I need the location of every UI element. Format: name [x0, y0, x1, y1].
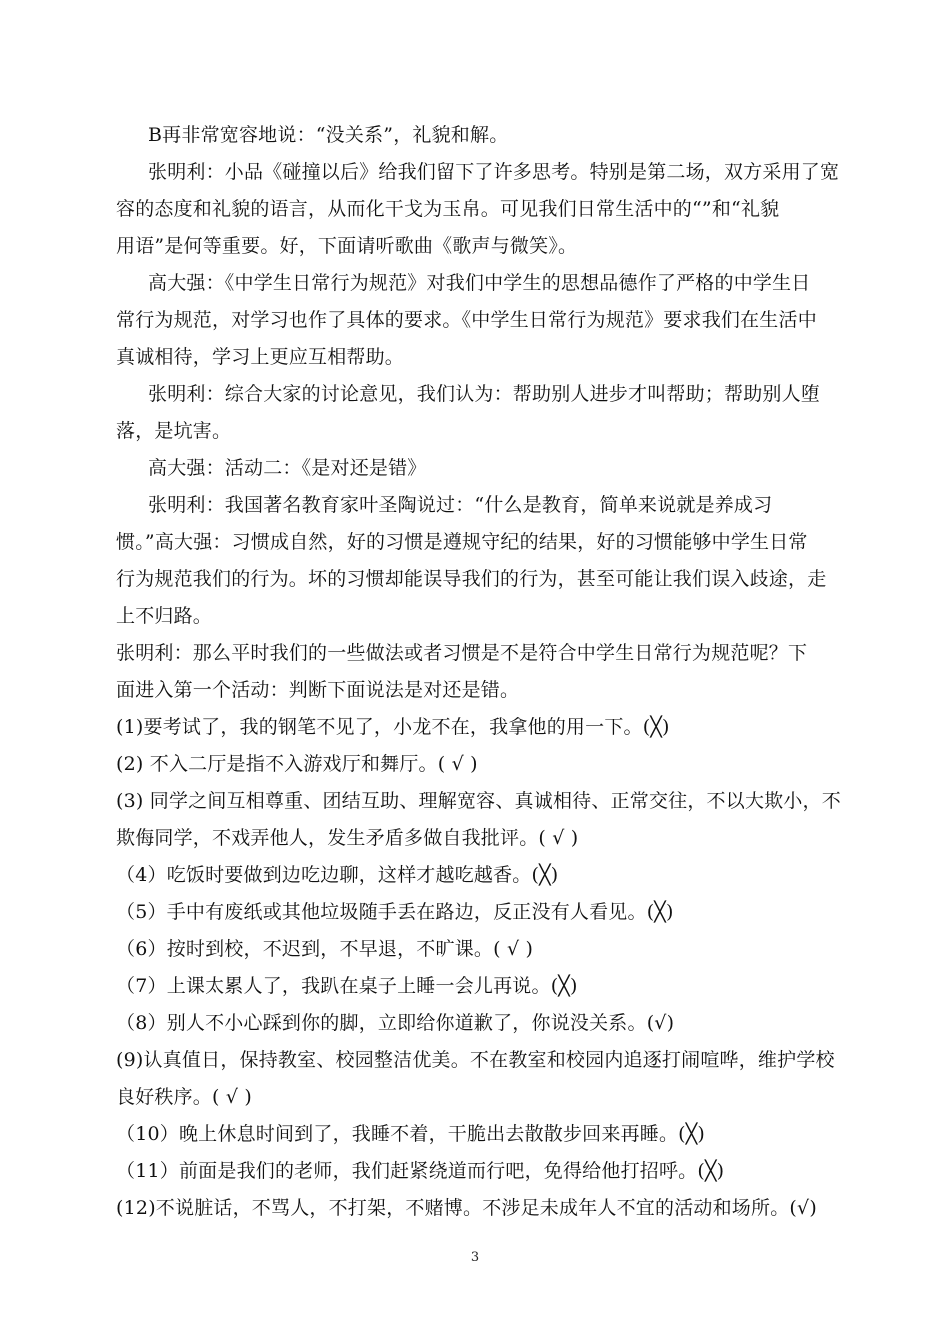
list-item: （4）吃饭时要做到边吃边聊，这样才越吃越香。(╳) — [116, 864, 559, 886]
list-item: 良好秩序。( √ ) — [116, 1086, 253, 1108]
list-item: (9)认真值日，保持教室、校园整洁优美。不在教室和校园内追逐打闹喧哗，维护学校 — [116, 1049, 835, 1071]
text-line: 张明利：那么平时我们的一些做法或者习惯是不是符合中学生日常行为规范呢？下 — [116, 642, 808, 664]
text-line: 常行为规范，对学习也作了具体的要求。《中学生日常行为规范》要求我们在生活中 — [116, 309, 817, 331]
text-line: 容的态度和礼貌的语言，从而化干戈为玉帛。可见我们日常生活中的“”和“礼貌 — [116, 198, 780, 220]
list-item: （7）上课太累人了，我趴在桌子上睡一会儿再说。(╳) — [116, 975, 578, 997]
text-line: 惯。”高大强：习惯成自然，好的习惯是遵规守纪的结果，好的习惯能够中学生日常 — [116, 531, 808, 553]
text-line: 高大强：活动二：《是对还是错》 — [148, 457, 427, 479]
text-line: 用语”是何等重要。好，下面请听歌曲《歌声与微笑》。 — [116, 235, 578, 257]
list-item: (3) 同学之间互相尊重、团结互助、理解宽容、真诚相待、正常交往，不以大欺小，不 — [116, 790, 841, 812]
list-item: （5）手中有废纸或其他垃圾随手丢在路边，反正没有人看见。(╳) — [116, 901, 674, 923]
list-item: （6）按时到校，不迟到，不早退，不旷课。( √ ) — [116, 938, 534, 960]
text-line: 落，是坑害。 — [116, 420, 232, 442]
text-line: 张明利：小品《碰撞以后》给我们留下了许多思考。特别是第二场，双方采用了宽 — [148, 161, 840, 183]
list-item: （11）前面是我们的老师，我们赶紧绕道而行吧，免得给他打招呼。(╳) — [116, 1160, 725, 1182]
text-line: 行为规范我们的行为。坏的习惯却能误导我们的行为，甚至可能让我们误入歧途，走 — [116, 568, 827, 590]
list-item: 欺侮同学，不戏弄他人，发生矛盾多做自我批评。( √ ) — [116, 827, 579, 849]
text-line: 真诚相待，学习上更应互相帮助。 — [116, 346, 405, 368]
text-line: 高大强：《中学生日常行为规范》对我们中学生的思想品德作了严格的中学生日 — [148, 272, 811, 294]
list-item: (1)要考试了，我的钢笔不见了，小龙不在，我拿他的用一下。(╳) — [116, 716, 670, 738]
text-line: 上不归路。 — [116, 605, 213, 627]
text-line: 面进入第一个活动：判断下面说法是对还是错。 — [116, 679, 520, 701]
text-line: 张明利：我国著名教育家叶圣陶说过：“什么是教育，简单来说就是养成习 — [148, 494, 773, 516]
text-line: B再非常宽容地说：“没关系”，礼貌和解。 — [148, 124, 509, 146]
list-item: （10）晚上休息时间到了，我睡不着，干脆出去散散步回来再睡。(╳) — [116, 1123, 706, 1145]
text-line: 张明利：综合大家的讨论意见，我们认为：帮助别人进步才叫帮助；帮助别人堕 — [148, 383, 821, 405]
list-item: (12)不说脏话，不骂人，不打架，不赌博。不涉足未成年人不宜的活动和场所。(√) — [116, 1197, 817, 1219]
page-number: 3 — [470, 1250, 480, 1265]
list-item: （8）别人不小心踩到你的脚，立即给你道歉了，你说没关系。(√) — [116, 1012, 675, 1034]
list-item: (2) 不入二厅是指不入游戏厅和舞厅。( √ ) — [116, 753, 478, 775]
